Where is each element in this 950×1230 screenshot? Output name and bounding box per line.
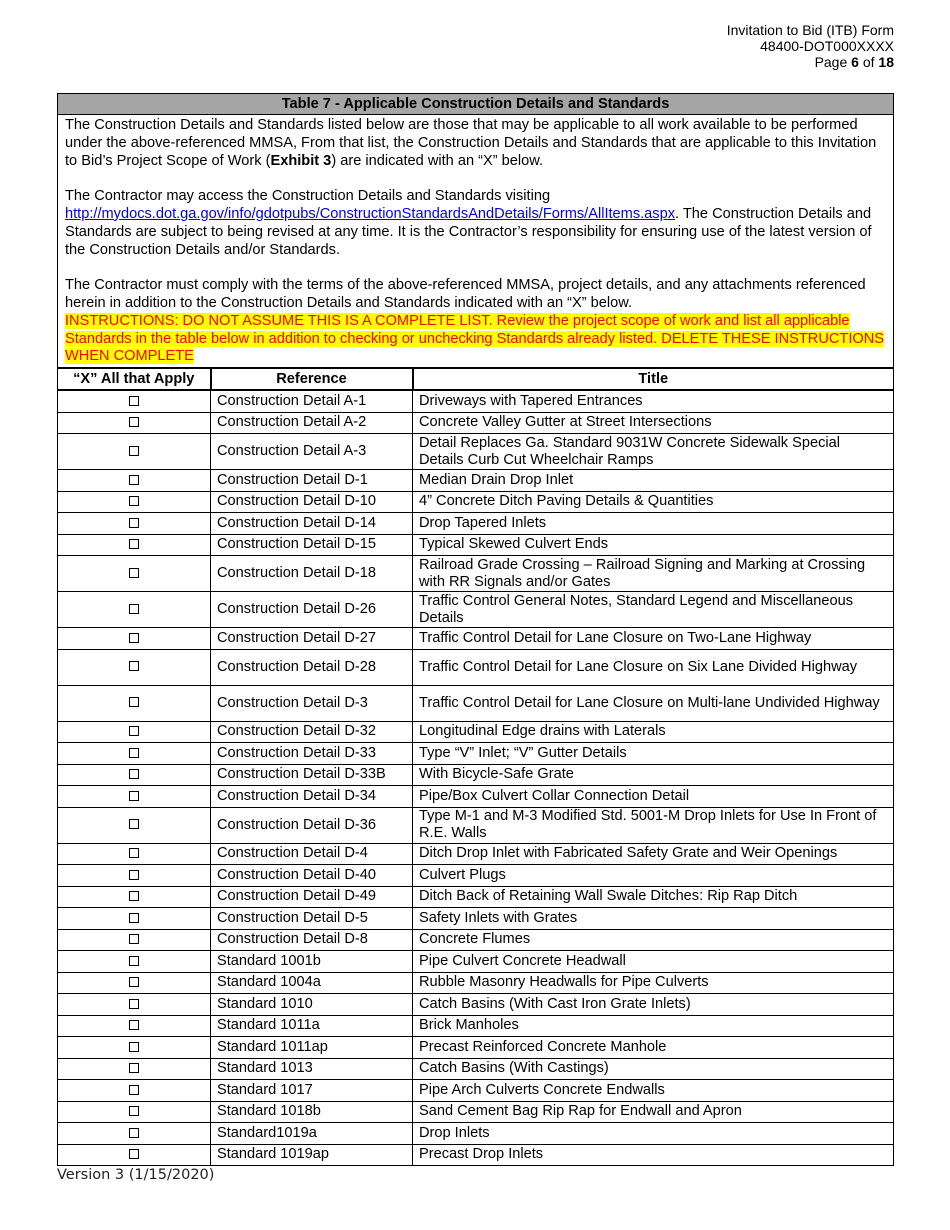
title-cell: Pipe/Box Culvert Collar Connection Detail xyxy=(413,786,894,808)
table-row xyxy=(58,556,894,592)
column-apply: “X” All that Apply xyxy=(58,368,211,390)
table-row xyxy=(58,412,894,434)
intro-text xyxy=(58,115,894,369)
apply-checkbox[interactable] xyxy=(129,539,139,549)
title-cell: 4” Concrete Ditch Paving Details & Quantities xyxy=(413,491,894,513)
apply-cell xyxy=(58,412,211,434)
apply-checkbox[interactable] xyxy=(129,417,139,427)
table-row xyxy=(58,1015,894,1037)
apply-checkbox[interactable] xyxy=(129,568,139,578)
reference-cell: Standard 1001b xyxy=(211,951,413,973)
apply-cell xyxy=(58,929,211,951)
apply-checkbox[interactable] xyxy=(129,913,139,923)
title-cell: Culvert Plugs xyxy=(413,865,894,887)
apply-cell xyxy=(58,807,211,843)
reference-cell: Construction Detail D-15 xyxy=(211,534,413,556)
table-row xyxy=(58,491,894,513)
apply-cell xyxy=(58,764,211,786)
reference-cell: Standard 1004a xyxy=(211,972,413,994)
title-cell: Drop Tapered Inlets xyxy=(413,513,894,535)
table-row xyxy=(58,743,894,765)
table-title: Table 7 - Applicable Construction Details and Standards xyxy=(58,94,894,115)
title-cell: Catch Basins (With Castings) xyxy=(413,1058,894,1080)
title-cell: Concrete Valley Gutter at Street Intersections xyxy=(413,412,894,434)
apply-checkbox[interactable] xyxy=(129,999,139,1009)
intro-row xyxy=(58,115,894,369)
apply-checkbox[interactable] xyxy=(129,1063,139,1073)
reference-cell: Construction Detail D-4 xyxy=(211,843,413,865)
apply-checkbox[interactable] xyxy=(129,1042,139,1052)
apply-checkbox[interactable] xyxy=(129,791,139,801)
reference-cell: Standard 1010 xyxy=(211,994,413,1016)
standards-link[interactable]: http://mydocs.dot.ga.gov/info/gdotpubs/ConstructionStandardsAndDetails/Forms/AllItems.aspx xyxy=(65,205,676,222)
title-cell: Ditch Drop Inlet with Fabricated Safety Grate and Weir Openings xyxy=(413,843,894,865)
page-number: Page 6 of 18 xyxy=(814,54,894,70)
page-current: 6 xyxy=(851,54,859,70)
reference-cell: Construction Detail D-5 xyxy=(211,908,413,930)
apply-cell xyxy=(58,556,211,592)
title-cell: Rubble Masonry Headwalls for Pipe Culverts xyxy=(413,972,894,994)
apply-cell xyxy=(58,1058,211,1080)
table-row xyxy=(58,764,894,786)
reference-cell: Construction Detail D-1 xyxy=(211,470,413,492)
reference-cell: Construction Detail D-32 xyxy=(211,721,413,743)
table-row xyxy=(58,886,894,908)
table-row xyxy=(58,786,894,808)
apply-cell xyxy=(58,628,211,650)
apply-cell xyxy=(58,908,211,930)
apply-checkbox[interactable] xyxy=(129,697,139,707)
apply-checkbox[interactable] xyxy=(129,604,139,614)
title-cell: Traffic Control General Notes, Standard Legend and Miscellaneous Details xyxy=(413,592,894,628)
apply-cell xyxy=(58,649,211,685)
reference-cell: Construction Detail D-36 xyxy=(211,807,413,843)
reference-cell: Construction Detail D-18 xyxy=(211,556,413,592)
apply-cell xyxy=(58,534,211,556)
apply-cell xyxy=(58,1101,211,1123)
version-footer: Version 3 (1/15/2020) xyxy=(57,1167,215,1183)
title-cell: Traffic Control Detail for Lane Closure on Multi-lane Undivided Highway xyxy=(413,685,894,721)
reference-cell: Construction Detail A-2 xyxy=(211,412,413,434)
reference-cell: Standard 1018b xyxy=(211,1101,413,1123)
title-cell: Driveways with Tapered Entrances xyxy=(413,390,894,412)
table-row xyxy=(58,908,894,930)
title-cell: Catch Basins (With Cast Iron Grate Inlets) xyxy=(413,994,894,1016)
apply-checkbox[interactable] xyxy=(129,475,139,485)
apply-cell xyxy=(58,1037,211,1059)
apply-checkbox[interactable] xyxy=(129,769,139,779)
table-row xyxy=(58,628,894,650)
table-row xyxy=(58,1058,894,1080)
title-cell: Traffic Control Detail for Lane Closure on Six Lane Divided Highway xyxy=(413,649,894,685)
reference-cell: Construction Detail D-10 xyxy=(211,491,413,513)
form-title: Invitation to Bid (ITB) Form xyxy=(726,22,894,38)
apply-checkbox[interactable] xyxy=(129,1128,139,1138)
apply-cell xyxy=(58,786,211,808)
title-cell: Precast Reinforced Concrete Manhole xyxy=(413,1037,894,1059)
apply-cell xyxy=(58,592,211,628)
reference-cell: Construction Detail D-33B xyxy=(211,764,413,786)
apply-checkbox[interactable] xyxy=(129,819,139,829)
table-row xyxy=(58,721,894,743)
reference-cell: Construction Detail A-3 xyxy=(211,434,413,470)
reference-cell: Standard1019a xyxy=(211,1123,413,1145)
form-number: 48400-DOT000XXXX xyxy=(760,38,894,54)
apply-cell xyxy=(58,390,211,412)
apply-cell xyxy=(58,843,211,865)
table-row xyxy=(58,929,894,951)
apply-checkbox[interactable] xyxy=(129,661,139,671)
apply-checkbox[interactable] xyxy=(129,1085,139,1095)
column-reference: Reference xyxy=(211,368,413,390)
title-cell: Pipe Arch Culverts Concrete Endwalls xyxy=(413,1080,894,1102)
title-cell: Typical Skewed Culvert Ends xyxy=(413,534,894,556)
reference-cell: Construction Detail D-14 xyxy=(211,513,413,535)
apply-checkbox[interactable] xyxy=(129,891,139,901)
apply-cell xyxy=(58,972,211,994)
title-cell: Detail Replaces Ga. Standard 9031W Concrete Sidewalk Special Details Curb Cut Wheelchair Ramps xyxy=(413,434,894,470)
intro-paragraph-3: The Contractor must comply with the terms of the above-referenced MMSA, project details, and any attachments referenced herein in addition to the Construction Details and Standards indicated with an “X” below. INSTRUCTIONS: DO NOT ASSUME THIS IS A COMPLETE LIST. Review the project scope of work and list all applicable Standards in the table below in addition to checking or unchecking Standards already listed. DELETE THESE INSTRUCTIONS WHEN COMPLETE xyxy=(65,277,885,365)
reference-cell: Construction Detail D-8 xyxy=(211,929,413,951)
apply-cell xyxy=(58,434,211,470)
intro-paragraph-1: The Construction Details and Standards listed below are those that may be applicable to all work available to be performed under the above-referenced MMSA, From that list, the Construction Details and Standards that are applicable to this Invitation to Bid’s Project Scope of Work (Exhibit 3) are indicated with an “X” below. xyxy=(65,117,877,169)
apply-cell xyxy=(58,1144,211,1166)
reference-cell: Construction Detail A-1 xyxy=(211,390,413,412)
title-cell: Concrete Flumes xyxy=(413,929,894,951)
apply-checkbox[interactable] xyxy=(129,633,139,643)
table-row xyxy=(58,1037,894,1059)
table-row xyxy=(58,390,894,412)
table-row xyxy=(58,1123,894,1145)
apply-checkbox[interactable] xyxy=(129,956,139,966)
apply-checkbox[interactable] xyxy=(129,1020,139,1030)
title-cell: Drop Inlets xyxy=(413,1123,894,1145)
title-cell: Safety Inlets with Grates xyxy=(413,908,894,930)
apply-checkbox[interactable] xyxy=(129,977,139,987)
title-cell: Traffic Control Detail for Lane Closure on Two-Lane Highway xyxy=(413,628,894,650)
reference-cell: Construction Detail D-26 xyxy=(211,592,413,628)
reference-cell: Construction Detail D-33 xyxy=(211,743,413,765)
title-cell: Type M-1 and M-3 Modified Std. 5001-M Drop Inlets for Use In Front of R.E. Walls xyxy=(413,807,894,843)
reference-cell: Standard 1011ap xyxy=(211,1037,413,1059)
title-cell: Sand Cement Bag Rip Rap for Endwall and Apron xyxy=(413,1101,894,1123)
apply-cell xyxy=(58,886,211,908)
table-row xyxy=(58,434,894,470)
apply-cell xyxy=(58,743,211,765)
table-title-row xyxy=(58,94,894,115)
column-header-row xyxy=(58,368,894,390)
page-total: 18 xyxy=(878,54,894,70)
table-body xyxy=(58,390,894,1166)
table-row xyxy=(58,1101,894,1123)
title-cell: Longitudinal Edge drains with Laterals xyxy=(413,721,894,743)
reference-cell: Standard 1011a xyxy=(211,1015,413,1037)
table-row xyxy=(58,972,894,994)
apply-checkbox[interactable] xyxy=(129,496,139,506)
exhibit-ref: Exhibit 3 xyxy=(270,152,332,169)
reference-cell: Construction Detail D-27 xyxy=(211,628,413,650)
title-cell: Brick Manholes xyxy=(413,1015,894,1037)
table-row xyxy=(58,685,894,721)
instructions-warning: INSTRUCTIONS: DO NOT ASSUME THIS IS A COMPLETE LIST. Review the project scope of work and list all applicable Standards in the table below in addition to checking or unchecking Standards already listed. DELETE THESE INSTRUCTIONS WHEN COMPLETE xyxy=(65,312,885,365)
table-row xyxy=(58,649,894,685)
intro-paragraph-2: The Contractor may access the Construction Details and Standards visiting http://mydocs.dot.ga.gov/info/gdotpubs/ConstructionStandardsAndDetails/Forms/AllItems.aspx. The Construction Details and Standards are subject to being revised at any time. It is the Contractor’s responsibility for ensuring use of the latest version of the Construction Details and/or Standards. xyxy=(65,188,872,258)
reference-cell: Standard 1019ap xyxy=(211,1144,413,1166)
title-cell: Ditch Back of Retaining Wall Swale Ditches: Rip Rap Ditch xyxy=(413,886,894,908)
reference-cell: Construction Detail D-3 xyxy=(211,685,413,721)
reference-cell: Standard 1013 xyxy=(211,1058,413,1080)
table-row xyxy=(58,807,894,843)
apply-cell xyxy=(58,1123,211,1145)
apply-cell xyxy=(58,994,211,1016)
apply-checkbox[interactable] xyxy=(129,518,139,528)
apply-cell xyxy=(58,865,211,887)
apply-cell xyxy=(58,1080,211,1102)
apply-cell xyxy=(58,491,211,513)
apply-checkbox[interactable] xyxy=(129,870,139,880)
title-cell: Type “V” Inlet; “V” Gutter Details xyxy=(413,743,894,765)
table-row xyxy=(58,843,894,865)
apply-cell xyxy=(58,470,211,492)
reference-cell: Construction Detail D-49 xyxy=(211,886,413,908)
apply-checkbox[interactable] xyxy=(129,396,139,406)
table-row xyxy=(58,865,894,887)
table-row xyxy=(58,513,894,535)
apply-cell xyxy=(58,513,211,535)
apply-checkbox[interactable] xyxy=(129,726,139,736)
column-title: Title xyxy=(413,368,894,390)
reference-cell: Construction Detail D-28 xyxy=(211,649,413,685)
apply-checkbox[interactable] xyxy=(129,1149,139,1159)
apply-checkbox[interactable] xyxy=(129,446,139,456)
apply-cell xyxy=(58,685,211,721)
title-cell: With Bicycle-Safe Grate xyxy=(413,764,894,786)
reference-cell: Standard 1017 xyxy=(211,1080,413,1102)
standards-table xyxy=(57,93,894,1166)
apply-cell xyxy=(58,951,211,973)
apply-checkbox[interactable] xyxy=(129,848,139,858)
table-row xyxy=(58,994,894,1016)
table-row xyxy=(58,1144,894,1166)
table-row xyxy=(58,470,894,492)
reference-cell: Construction Detail D-34 xyxy=(211,786,413,808)
apply-cell xyxy=(58,1015,211,1037)
apply-checkbox[interactable] xyxy=(129,934,139,944)
title-cell: Railroad Grade Crossing – Railroad Signing and Marking at Crossing with RR Signals and/or Gates xyxy=(413,556,894,592)
title-cell: Precast Drop Inlets xyxy=(413,1144,894,1166)
table-row xyxy=(58,951,894,973)
title-cell: Median Drain Drop Inlet xyxy=(413,470,894,492)
page-header xyxy=(727,22,894,70)
reference-cell: Construction Detail D-40 xyxy=(211,865,413,887)
table-row xyxy=(58,1080,894,1102)
table-row xyxy=(58,592,894,628)
title-cell: Pipe Culvert Concrete Headwall xyxy=(413,951,894,973)
table-row xyxy=(58,534,894,556)
apply-checkbox[interactable] xyxy=(129,1106,139,1116)
apply-checkbox[interactable] xyxy=(129,748,139,758)
apply-cell xyxy=(58,721,211,743)
